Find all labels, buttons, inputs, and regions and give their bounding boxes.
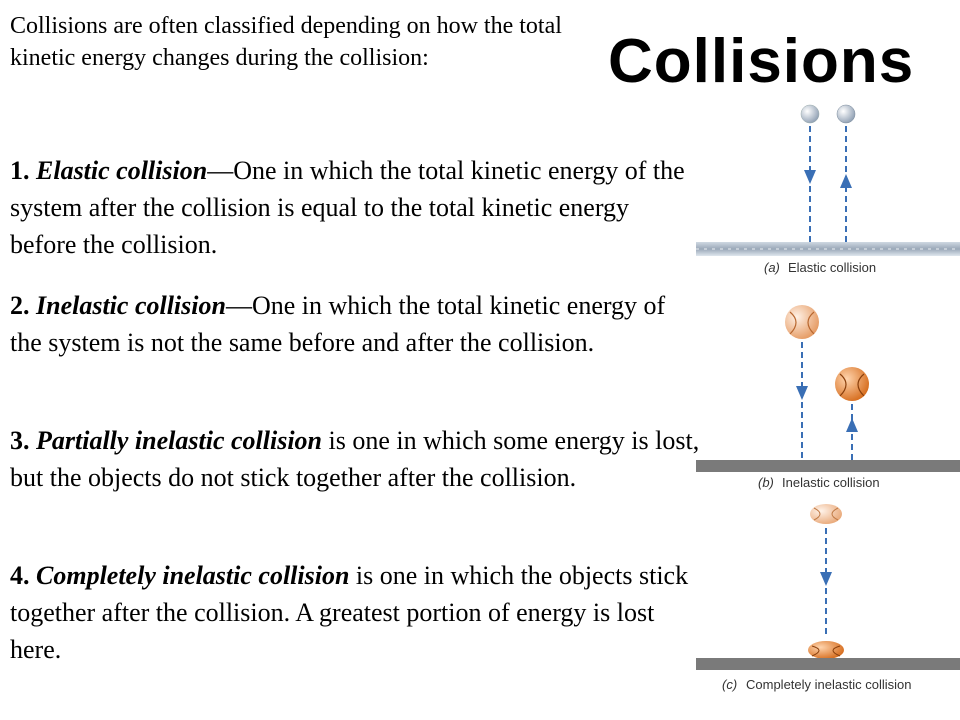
ball-after-icon [837,105,855,123]
panel-inelastic [696,305,960,490]
list-item-elastic [10,152,700,263]
caption-letter: (b) [758,475,774,490]
caption-letter: (a) [764,260,780,275]
item-number: 3. [10,426,30,455]
list-item-completely-inelastic [10,557,700,668]
item-number: 4. [10,561,30,590]
panel-completely-inelastic [696,504,960,692]
item-number: 2. [10,291,30,320]
ball-after-icon [808,641,844,659]
list-item-partially-inelastic [10,422,700,496]
list-item-inelastic [10,287,700,361]
item-term: Partially inelastic collision [36,426,322,455]
caption-inelastic: Inelastic collision [782,475,880,490]
item-term: Completely inelastic collision [36,561,350,590]
item-definition: is one in which the objects stick together after the collision. A greatest portion of energy is lost here. [10,561,689,664]
item-definition: is one in which some energy is lost, but the objects do not stick together after the collision. [10,426,700,492]
item-term: Inelastic collision [36,291,226,320]
ball-before-icon [801,105,819,123]
intro-text: Collisions are often classified depending on how the total kinetic energy changes during the collision: [10,13,562,71]
caption-letter: (c) [722,677,738,692]
floor-surface [696,658,960,670]
item-number: 1. [10,156,30,185]
panel-elastic [696,105,960,275]
ball-before-icon [810,504,842,524]
caption-elastic: Elastic collision [788,260,877,275]
floor-surface [696,460,960,472]
caption-completely-inelastic: Completely inelastic collision [746,677,912,692]
item-definition: —One in which the total kinetic energy of the system is not the same before and after the collision. [10,291,666,357]
collision-figure [696,98,960,720]
slide-title: Collisions [608,27,915,96]
item-term: Elastic collision [36,156,208,185]
item-definition: —One in which the total kinetic energy of the system after the collision is equal to the total kinetic energy before the collision. [10,156,685,259]
